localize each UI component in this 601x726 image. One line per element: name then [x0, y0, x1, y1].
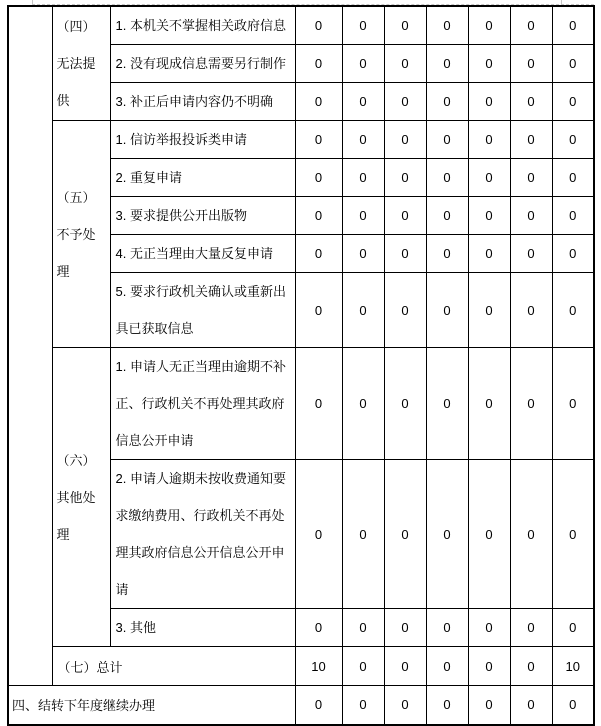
group-label-cell: （六）其他处理 — [52, 348, 110, 647]
value-cell: 0 — [295, 273, 342, 348]
value-cell: 0 — [295, 121, 342, 159]
value-cell: 0 — [510, 348, 552, 460]
table-row — [8, 686, 594, 725]
value-cell: 0 — [468, 45, 510, 83]
value-cell: 0 — [552, 460, 594, 609]
value-cell: 0 — [426, 348, 468, 460]
value-cell: 0 — [468, 235, 510, 273]
value-cell: 0 — [295, 235, 342, 273]
value-cell: 0 — [342, 6, 384, 45]
value-cell: 0 — [295, 460, 342, 609]
value-cell: 0 — [468, 273, 510, 348]
item-label-cell: 1. 申请人无正当理由逾期不补正、行政机关不再处理其政府信息公开申请 — [110, 348, 295, 460]
value-cell: 0 — [552, 45, 594, 83]
value-cell: 0 — [426, 460, 468, 609]
value-cell: 0 — [342, 121, 384, 159]
value-cell: 0 — [342, 686, 384, 725]
value-cell: 0 — [468, 686, 510, 725]
table-row — [8, 647, 594, 686]
value-cell: 0 — [384, 159, 426, 197]
table-row — [8, 348, 594, 460]
item-label-cell: 2. 申请人逾期未按收费通知要求缴纳费用、行政机关不再处理其政府信息公开信息公开申请 — [110, 460, 295, 609]
value-cell: 0 — [468, 83, 510, 121]
value-cell: 0 — [468, 121, 510, 159]
value-cell: 0 — [426, 647, 468, 686]
value-cell: 0 — [342, 647, 384, 686]
value-cell: 10 — [295, 647, 342, 686]
value-cell: 0 — [468, 197, 510, 235]
value-cell: 0 — [426, 45, 468, 83]
value-cell: 0 — [384, 348, 426, 460]
value-cell: 0 — [384, 83, 426, 121]
value-cell: 0 — [384, 235, 426, 273]
value-cell: 0 — [552, 83, 594, 121]
value-cell: 0 — [552, 348, 594, 460]
value-cell: 0 — [384, 609, 426, 647]
item-label-cell: 4. 无正当理由大量反复申请 — [110, 235, 295, 273]
value-cell: 0 — [510, 197, 552, 235]
carryover-label-cell: 四、结转下年度继续办理 — [8, 686, 295, 725]
value-cell: 0 — [510, 159, 552, 197]
value-cell: 0 — [295, 609, 342, 647]
value-cell: 0 — [510, 121, 552, 159]
value-cell: 0 — [384, 45, 426, 83]
value-cell: 0 — [384, 460, 426, 609]
value-cell: 0 — [384, 197, 426, 235]
value-cell: 0 — [552, 609, 594, 647]
value-cell: 0 — [342, 235, 384, 273]
value-cell: 0 — [510, 686, 552, 725]
value-cell: 0 — [426, 6, 468, 45]
value-cell: 0 — [295, 83, 342, 121]
item-label-cell: 1. 本机关不掌握相关政府信息 — [110, 6, 295, 45]
value-cell: 0 — [468, 159, 510, 197]
value-cell: 0 — [468, 348, 510, 460]
value-cell: 10 — [552, 647, 594, 686]
value-cell: 0 — [342, 348, 384, 460]
value-cell: 0 — [426, 609, 468, 647]
value-cell: 0 — [510, 609, 552, 647]
value-cell: 0 — [510, 647, 552, 686]
value-cell: 0 — [342, 159, 384, 197]
value-cell: 0 — [510, 83, 552, 121]
value-cell: 0 — [510, 273, 552, 348]
value-cell: 0 — [552, 6, 594, 45]
value-cell: 0 — [552, 686, 594, 725]
item-label-cell: 5. 要求行政机关确认或重新出具已获取信息 — [110, 273, 295, 348]
value-cell: 0 — [384, 647, 426, 686]
value-cell: 0 — [552, 235, 594, 273]
value-cell: 0 — [342, 609, 384, 647]
value-cell: 0 — [468, 609, 510, 647]
value-cell: 0 — [342, 83, 384, 121]
group-label-cell: （四）无法提供 — [52, 6, 110, 121]
value-cell: 0 — [295, 6, 342, 45]
value-cell: 0 — [342, 273, 384, 348]
total-label-cell: （七）总计 — [52, 647, 295, 686]
item-label-cell: 3. 补正后申请内容仍不明确 — [110, 83, 295, 121]
value-cell: 0 — [384, 6, 426, 45]
item-label-cell: 2. 重复申请 — [110, 159, 295, 197]
value-cell: 0 — [510, 6, 552, 45]
table-row — [8, 6, 594, 45]
value-cell: 0 — [426, 83, 468, 121]
value-cell: 0 — [426, 159, 468, 197]
value-cell: 0 — [552, 197, 594, 235]
item-label-cell: 2. 没有现成信息需要另行制作 — [110, 45, 295, 83]
value-cell: 0 — [295, 159, 342, 197]
value-cell: 0 — [384, 121, 426, 159]
group-label-cell: （五）不予处理 — [52, 121, 110, 348]
value-cell: 0 — [468, 647, 510, 686]
value-cell: 0 — [295, 686, 342, 725]
item-label-cell: 3. 其他 — [110, 609, 295, 647]
value-cell: 0 — [342, 197, 384, 235]
value-cell: 0 — [468, 6, 510, 45]
item-label-cell: 1. 信访举报投诉类申请 — [110, 121, 295, 159]
annual-report-table — [7, 5, 595, 726]
value-cell: 0 — [295, 197, 342, 235]
value-cell: 0 — [295, 348, 342, 460]
value-cell: 0 — [426, 197, 468, 235]
value-cell: 0 — [552, 159, 594, 197]
value-cell: 0 — [342, 460, 384, 609]
value-cell: 0 — [426, 235, 468, 273]
value-cell: 0 — [468, 460, 510, 609]
table-row — [8, 121, 594, 159]
item-label-cell: 3. 要求提供公开出版物 — [110, 197, 295, 235]
value-cell: 0 — [384, 686, 426, 725]
empty-spanner-cell — [8, 6, 52, 686]
value-cell: 0 — [384, 273, 426, 348]
value-cell: 0 — [510, 460, 552, 609]
value-cell: 0 — [342, 45, 384, 83]
value-cell: 0 — [510, 45, 552, 83]
value-cell: 0 — [295, 45, 342, 83]
value-cell: 0 — [552, 121, 594, 159]
value-cell: 0 — [426, 121, 468, 159]
value-cell: 0 — [426, 273, 468, 348]
value-cell: 0 — [426, 686, 468, 725]
value-cell: 0 — [552, 273, 594, 348]
value-cell: 0 — [510, 235, 552, 273]
